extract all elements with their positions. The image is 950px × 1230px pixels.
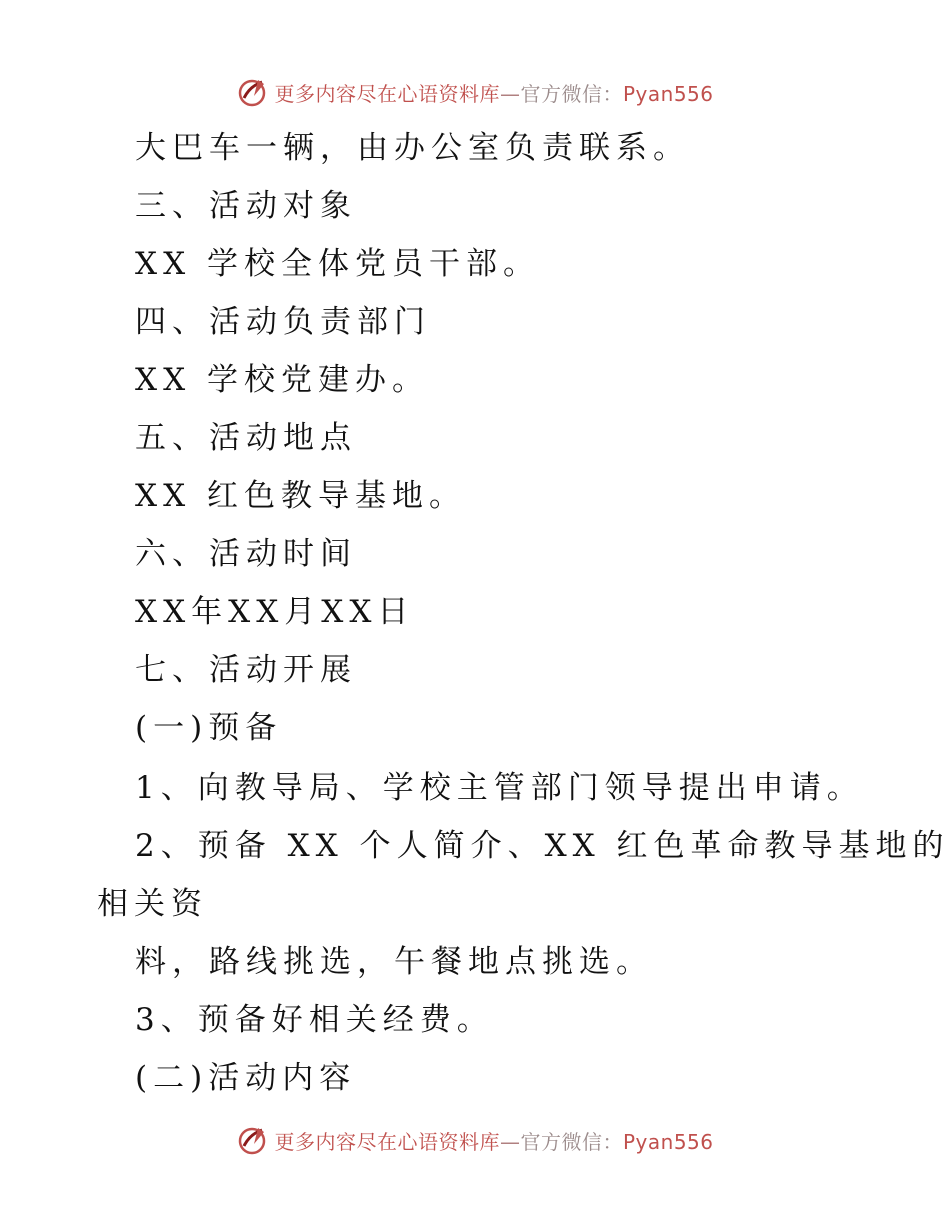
pen-swirl-logo-icon bbox=[236, 76, 268, 108]
watermark-text bbox=[274, 1126, 713, 1155]
subsection-heading: (一)预备 bbox=[135, 710, 283, 746]
paragraph-line: XX年XX月XX日 bbox=[135, 594, 415, 630]
paragraph-line: 大巴车一辆，由办公室负责联系。 bbox=[135, 130, 690, 166]
subsection-heading: (二)活动内容 bbox=[135, 1060, 357, 1096]
list-item: 3、预备好相关经费。 bbox=[135, 1002, 494, 1038]
section-heading: 五、活动地点 bbox=[135, 420, 357, 456]
watermark-main: 更多内容尽在心语资料库 bbox=[274, 1129, 500, 1154]
watermark-sub: 官方微信： bbox=[520, 1129, 623, 1154]
section-heading: 六、活动时间 bbox=[135, 536, 357, 572]
watermark-sub: 官方微信： bbox=[520, 81, 623, 106]
section-heading: 七、活动开展 bbox=[135, 652, 357, 688]
pen-swirl-logo-icon bbox=[236, 1124, 268, 1156]
watermark-wechat-id: Pyan556 bbox=[622, 1129, 714, 1154]
list-item: 1、向教导局、学校主管部门领导提出申请。 bbox=[135, 770, 864, 806]
section-heading: 四、活动负责部门 bbox=[135, 304, 431, 340]
watermark-wechat-id: Pyan556 bbox=[622, 81, 714, 106]
watermark-separator: — bbox=[499, 81, 521, 106]
footer-watermark bbox=[0, 1120, 950, 1160]
header-watermark bbox=[0, 72, 950, 112]
paragraph-line: XX 学校党建办。 bbox=[135, 362, 429, 398]
paragraph-line: XX 红色教导基地。 bbox=[135, 478, 466, 514]
list-item: 2、预备 XX 个人简介、XX 红色革命教导基地的 bbox=[135, 828, 950, 864]
watermark-main: 更多内容尽在心语资料库 bbox=[274, 81, 500, 106]
watermark-text bbox=[274, 78, 713, 107]
watermark-separator: — bbox=[499, 1129, 521, 1154]
list-item-continuation: 料，路线挑选，午餐地点挑选。 bbox=[135, 944, 653, 980]
paragraph-line: XX 学校全体党员干部。 bbox=[135, 246, 540, 282]
list-item-continuation: 相关资 bbox=[97, 886, 208, 922]
section-heading: 三、活动对象 bbox=[135, 188, 357, 224]
